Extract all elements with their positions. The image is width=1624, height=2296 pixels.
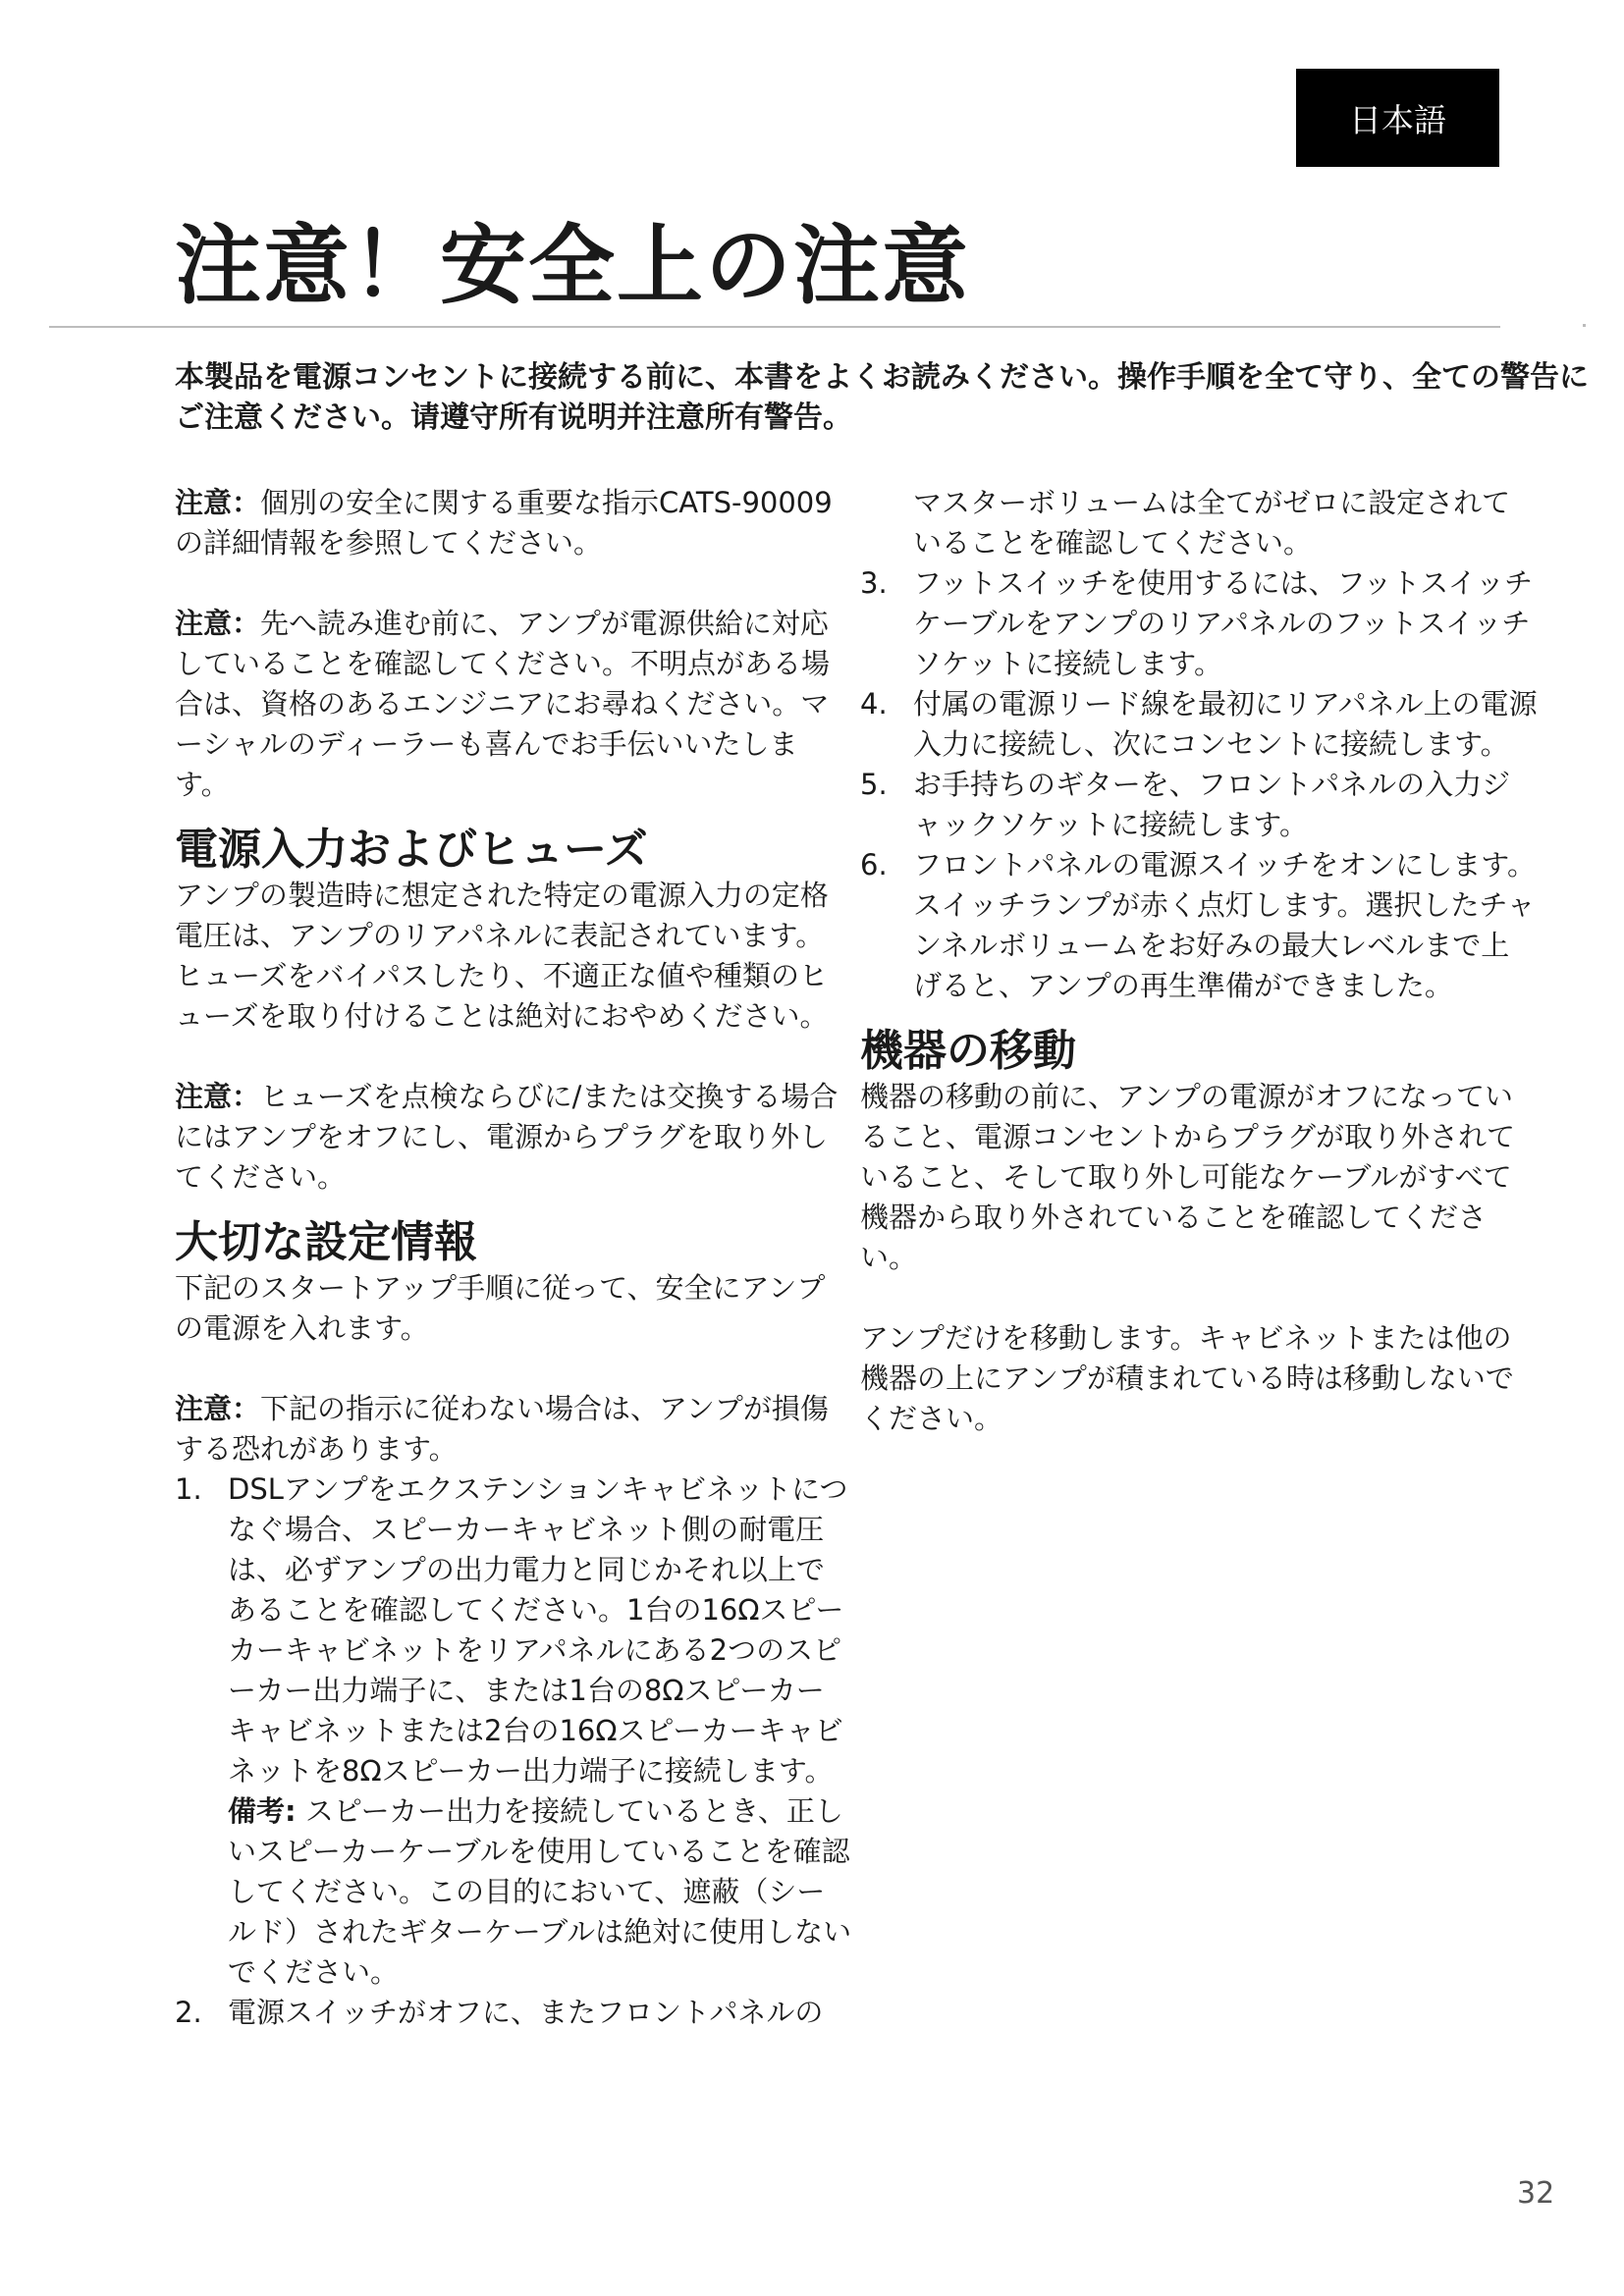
remark-paragraph — [228, 1791, 852, 1993]
list-item-text: 電源スイッチがオフに、またフロントパネルの — [228, 1996, 824, 2029]
note-text: ヒューズを点検ならびに/または交換する場合にはアンプをオフにし、電源からプラグを取り外してください。 — [175, 1080, 839, 1194]
list-item-text: フロントパネルの電源スイッチをオンにします。スイッチランプが赤く点灯します。選択したチャンネルボリュームをお好みの最大レベルまで上げると、アンプの再生準備ができました。 — [913, 848, 1536, 1002]
list-item — [860, 684, 1538, 765]
note-text: 先へ読み進む前に、アンプが電源供給に対応していることを確認してください。不明点がある場合は、資格のあるエンジニアにお尋ねください。マーシャルのディーラーも喜んでお手伝いいたします。 — [175, 607, 831, 801]
list-item-continuation: マスターボリュームは全てがゼロに設定されていることを確認してください。 — [913, 486, 1511, 560]
list-item-text: お手持ちのギターを、フロントパネルの入力ジャックソケットに接続します。 — [913, 768, 1511, 841]
section-heading-moving: 機器の移動 — [860, 1026, 1076, 1076]
page-title: 注意！安全上の注意 — [175, 215, 971, 316]
left-column — [175, 483, 852, 2033]
list-item — [860, 845, 1538, 1006]
note-paragraph — [175, 604, 852, 805]
divider-dot — [1583, 324, 1586, 327]
list-item-text: フットスイッチを使用するには、フットスイッチケーブルをアンプのリアパネルのフットスイッチソケットに接続します。 — [913, 566, 1534, 680]
moving-paragraph: 機器の移動の前に、アンプの電源がオフになっていること、電源コンセントからプラグが取り外されていること、そして取り外し可能なケーブルがすべて機器から取り外されていることを確認してください。 — [860, 1080, 1516, 1274]
list-number: 2. — [175, 1996, 202, 2029]
list-number: 4. — [860, 687, 888, 721]
title-divider — [49, 326, 1500, 328]
list-number: 6. — [860, 848, 888, 881]
section-heading-power-input: 電源入力およびヒューズ — [175, 825, 648, 875]
list-item-text: 付属の電源リード線を最初にリアパネル上の電源入力に接続し、次にコンセントに接続します。 — [913, 687, 1538, 761]
note-text: 下記の指示に従わない場合は、アンプが損傷する恐れがあります。 — [175, 1392, 829, 1466]
moving-paragraph: アンプだけを移動します。キャビネットまたは他の機器の上にアンプが積まれている時は移動しないでください。 — [860, 1321, 1514, 1435]
list-number: 1. — [175, 1472, 202, 1506]
list-item — [175, 1993, 852, 2033]
note-label: 注意： — [175, 1392, 261, 1425]
section-heading-settings: 大切な設定情報 — [175, 1217, 477, 1267]
note-paragraph — [175, 1077, 852, 1198]
power-paragraph: アンプの製造時に想定された特定の電源入力の定格電圧は、アンプのリアパネルに表記されています。ヒューズをバイパスしたり、不適正な値や種類のヒューズを取り付けることは絶対におやめください。 — [175, 879, 829, 1033]
intro-warning: 本製品を電源コンセントに接続する前に、本書をよくお読みください。操作手順を全て守り、全ての警告にご注意ください。请遵守所有说明并注意所有警告。 — [175, 360, 1589, 435]
note-paragraph — [175, 483, 852, 563]
note-label: 注意： — [175, 607, 261, 640]
page-number: 32 — [1517, 2176, 1555, 2211]
list-number: 3. — [860, 566, 888, 600]
note-paragraph — [175, 1389, 852, 1469]
language-tab: 日本語 — [1296, 69, 1499, 167]
right-column — [860, 483, 1538, 1439]
remark-label: 備考: — [228, 1794, 297, 1828]
note-label: 注意： — [175, 486, 261, 519]
list-item-text: DSLアンプをエクステンションキャビネットにつなぐ場合、スピーカーキャビネット側の耐電圧は、必ずアンプの出力電力と同じかそれ以上であることを確認してください。1台の16Ωスピーカーキャビネットをリアパネルにある2つのスピーカー出力端子に、または1台の8Ωスピーカーキャビネットまたは2台の16Ωスピーカーキャビネットを8Ωスピーカー出力端子に接続します。 — [228, 1472, 848, 1788]
settings-paragraph: 下記のスタートアップ手順に従って、安全にアンプの電源を入れます。 — [175, 1271, 826, 1345]
note-label: 注意： — [175, 1080, 261, 1113]
list-item — [860, 765, 1538, 845]
list-item — [860, 563, 1538, 684]
remark-text: スピーカー出力を接続しているとき、正しいスピーカーケーブルを使用していることを確認してください。この目的において、遮蔽（シールド）されたギターケーブルは絶対に使用しないでください。 — [228, 1794, 852, 1989]
list-number: 5. — [860, 768, 888, 801]
list-item — [175, 1469, 852, 1993]
note-text: 個別の安全に関する重要な指示CATS-90009の詳細情報を参照してください。 — [175, 486, 833, 560]
